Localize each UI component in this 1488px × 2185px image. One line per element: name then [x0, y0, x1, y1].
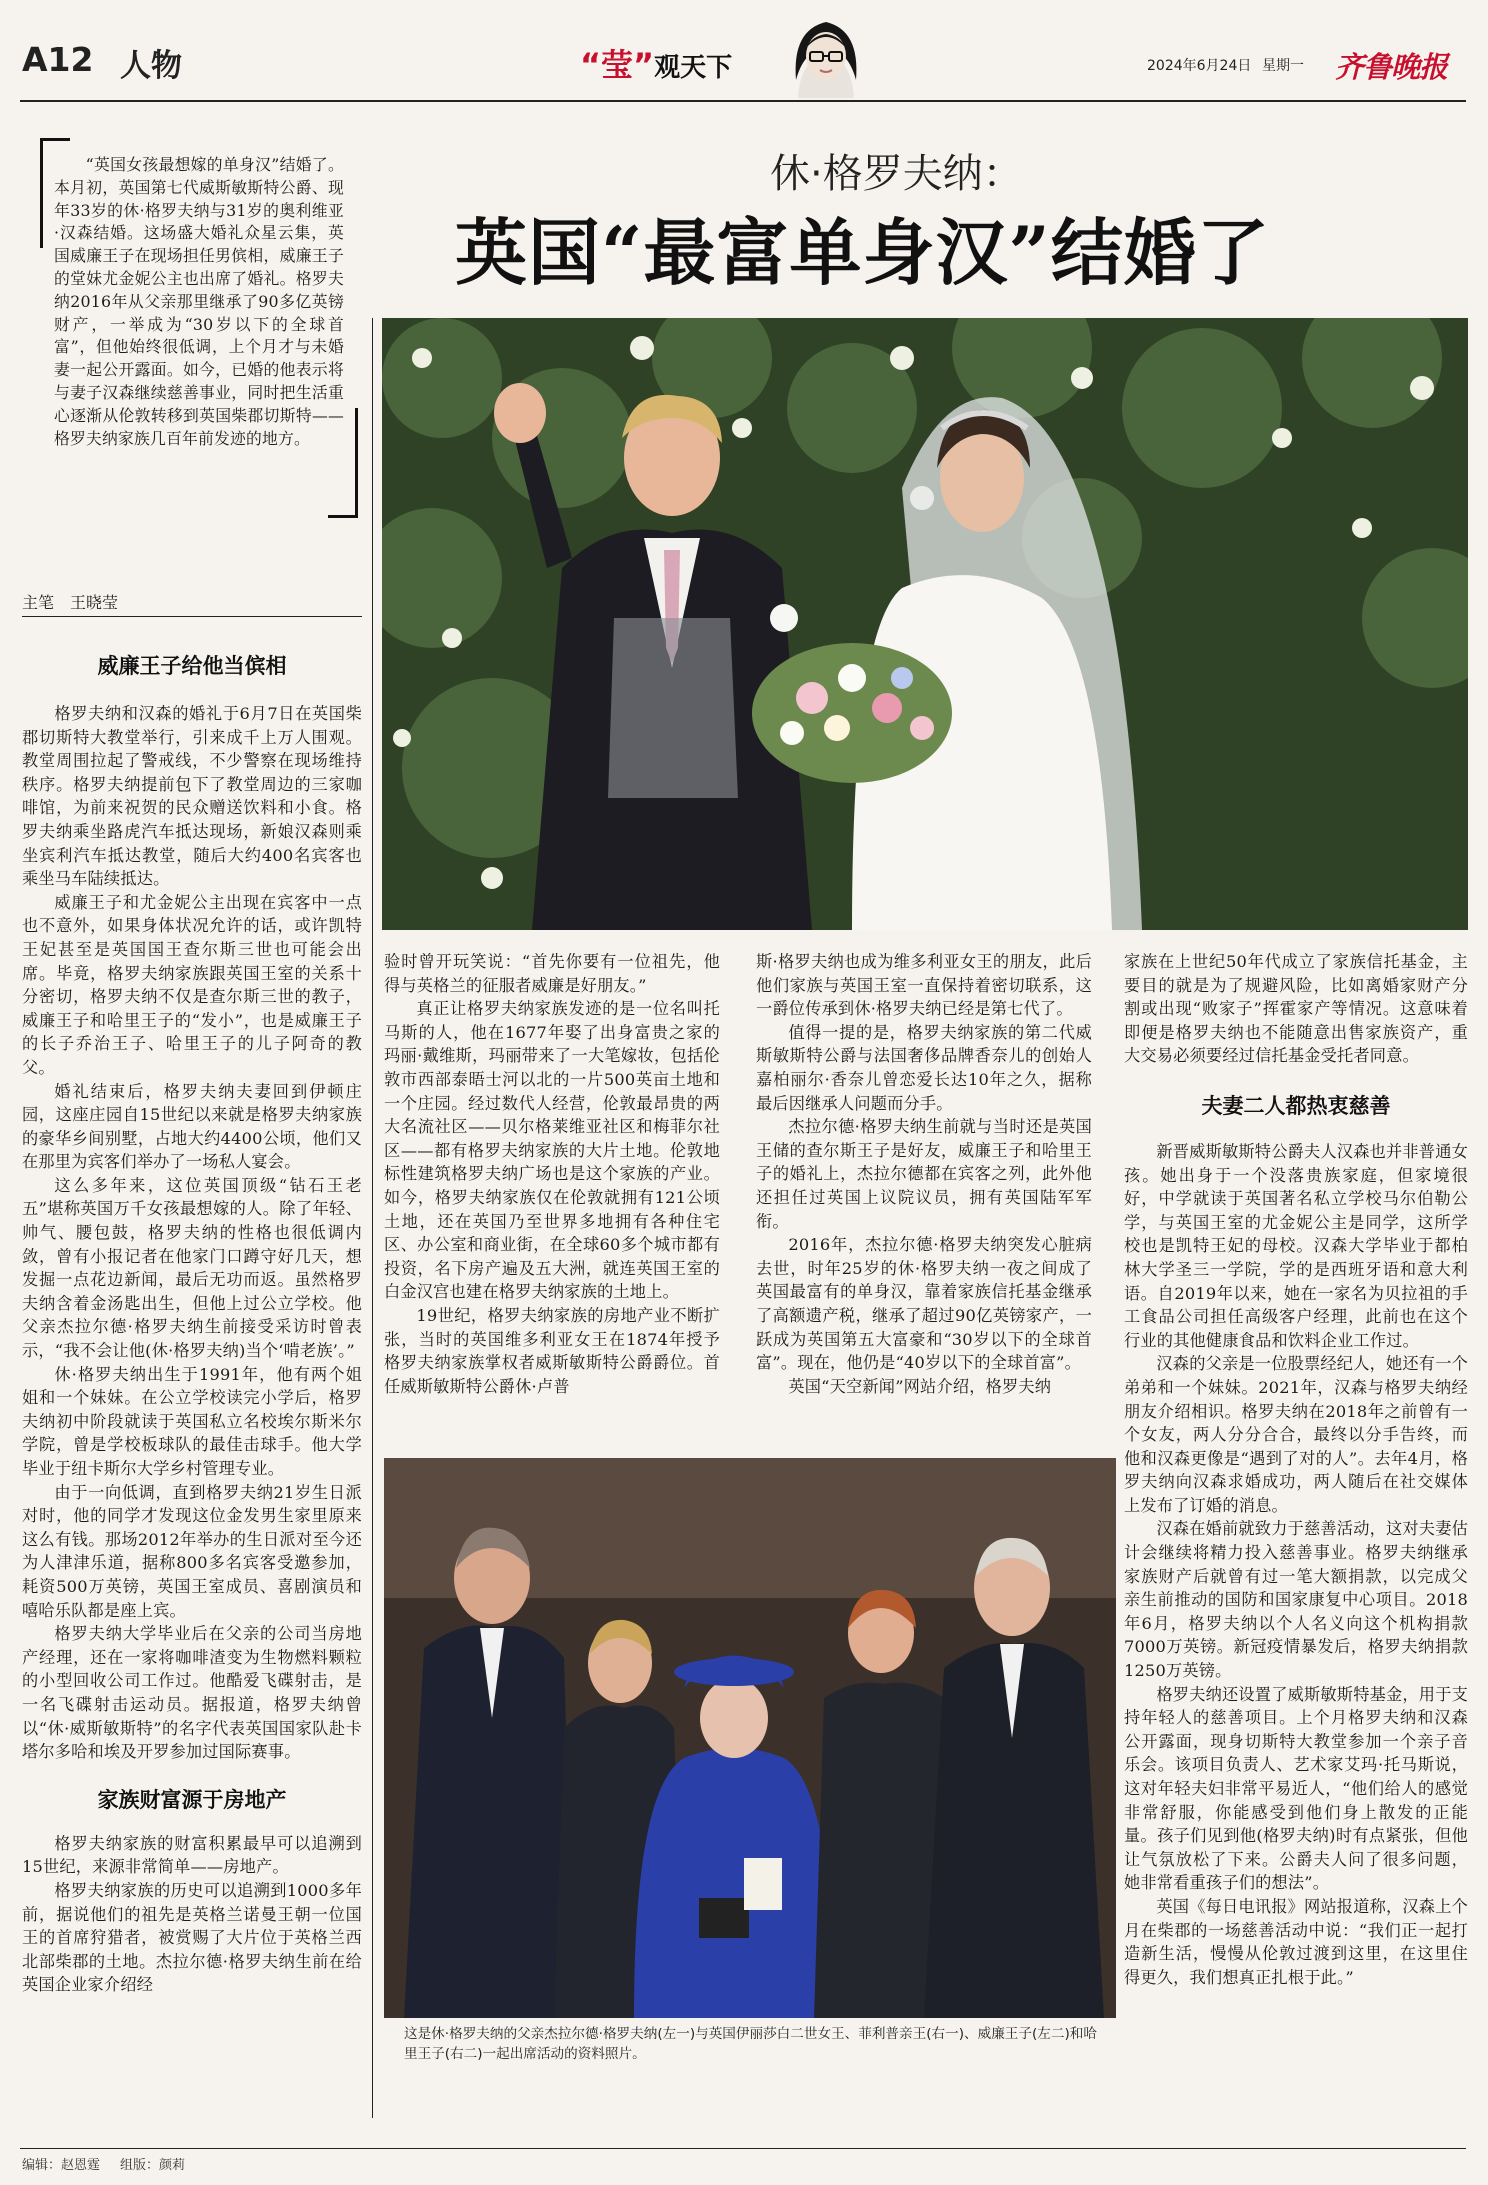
column-rule-1	[372, 318, 373, 2118]
lead-text: “英国女孩最想嫁的单身汉”结婚了。本月初，英国第七代威斯敏斯特公爵、现年33岁的休·格罗夫纳与31岁的奥利维亚·汉森结婚。这场盛大婚礼众星云集，英国威廉王子在现场担任男傧相，威廉王子的堂妹尤金妮公主也出席了婚礼。格罗夫纳2016年从父亲那里继承了90多亿英镑财产，一举成为“30岁以下的全球首富”，但他始终很低调，上个月才与未婚妻一起公开露面。如今，已婚的他表示将与妻子汉森继续慈善事业，同时把生活重心逐渐从伦敦转移到英国柴郡切斯特——格罗夫纳家族几百年前发迹的地方。	[54, 155, 344, 448]
column-3	[756, 950, 1092, 1398]
column-2	[384, 950, 720, 1398]
paragraph: 格罗夫纳家族的财富积累最早可以追溯到15世纪，来源非常简单——房地产。	[22, 1833, 362, 1877]
page-section: 人物	[120, 48, 182, 84]
photo-caption: 这是休·格罗夫纳的父亲杰拉尔德·格罗夫纳(左一)与英国伊丽莎白二世女王、菲利普亲王(右一)、威廉王子(左二)和哈里王子(右二)一起出席活动的资料照片。	[404, 2026, 1097, 2062]
paragraph: 格罗夫纳大学毕业后在父亲的公司当房地产经理，还在一家将咖啡渣变为生物燃料颗粒的小型回收公司工作过。他酷爱飞碟射击，是一名飞碟射击运动员。据报道，格罗夫纳曾以“休·威斯敏斯特”的名字代表英国国家队赴卡塔尔多哈和埃及开罗参加过国际赛事。	[22, 1624, 362, 1762]
column-1	[22, 650, 362, 1997]
lead-bracket-top	[40, 138, 70, 141]
column-4-body-a	[1124, 950, 1468, 1068]
subhead-family-wealth: 家族财富源于房地产	[97, 1787, 287, 1812]
footer-editor: 编辑：赵恩霆	[22, 2158, 101, 2173]
subhead-charity: 夫妻二人都热衷慈善	[1201, 1093, 1391, 1118]
subhead-prince-william: 威廉王子给他当傧相	[97, 654, 287, 678]
paragraph: 验时曾开玩笑说：“首先你要有一位祖先，他得与英格兰的征服者威廉是好朋友。”	[384, 952, 720, 995]
paragraph: 英国“天空新闻”网站介绍，格罗夫纳	[788, 1376, 1052, 1396]
lead-box	[40, 138, 358, 518]
column-1-body-a	[22, 702, 362, 1764]
headline-kicker: 休·格罗夫纳：	[770, 151, 1023, 197]
paragraph: 英国《每日电讯报》网站报道称，汉森上个月在柴郡的一场慈善活动中说：“我们正一起打造新生活，慢慢从伦敦过渡到这里，在这里住得更久，我们想真正扎根于此。”	[1124, 1896, 1468, 1987]
issue-weekday: 星期一	[1262, 58, 1304, 74]
paragraph: 汉森在婚前就致力于慈善活动，这对夫妻估计会继续将精力投入慈善事业。格罗夫纳继承家族财产后就曾有过一笔大额捐款，以完成父亲生前推动的国防和国家康复中心项目。2018年6月，格罗夫纳以个人名义向这个机构捐款7000万英镑。新冠疫情暴发后，格罗夫纳捐款1250万英镑。	[1124, 1519, 1468, 1681]
byline: 主笔 王晓莹	[22, 593, 119, 612]
paragraph: 威廉王子和尤金妮公主出现在宾客中一点也不意外，如果身体状况允许的话，或许凯特王妃甚至是英国国王查尔斯三世也可能会出席。毕竟，格罗夫纳家族跟英国王室的关系十分密切，格罗夫纳不仅是查尔斯三世的教子，威廉王子和哈里王子的“发小”，也是威廉王子的长子乔治王子、哈里王子的儿子阿奇的教父。	[22, 892, 362, 1077]
paragraph: 家族在上世纪50年代成立了家族信托基金，主要目的就是为了规避风险，比如离婚家财产分割或出现“败家子”挥霍家产等情况。这意味着即便是格罗夫纳也不能随意出售家族资产，重大交易必须要经过信托基金受托者同意。	[1124, 952, 1468, 1066]
lead-bracket-right	[355, 408, 358, 518]
paragraph: 格罗夫纳家族的历史可以追溯到1000多年前，据说他们的祖先是英格兰诺曼王朝一位国王的首席狩猎者，被赏赐了大片位于英格兰西北部柴郡的土地。杰拉尔德·格罗夫纳生前在给英国企业家介绍经	[22, 1880, 362, 1995]
paragraph: 真正让格罗夫纳家族发迹的是一位名叫托马斯的人，他在1677年娶了出身富贵之家的玛丽·戴维斯，玛丽带来了一大笔嫁妆，包括伦敦市西部泰晤士河以北的一片500英亩土地和一个庄园。经过数代人经营，伦敦最昂贵的两大名流社区——贝尔格莱维亚社区和梅菲尔社区——都有格罗夫纳家族的大片土地。伦敦地标性建筑格罗夫纳广场也是这个家族的产业。如今，格罗夫纳家族仅在伦敦就拥有121公顷土地，还在英国乃至世界多地拥有各种住宅区、办公室和商业街，在全球60多个城市都有投资，名下房产遍及五大洲，就连英国王室的白金汉宫也建在格罗夫纳家族的土地上。	[384, 999, 720, 1302]
header-rule	[20, 100, 1466, 102]
paragraph: 汉森的父亲是一位股票经纪人，她还有一个弟弟和一个妹妹。2021年，汉森与格罗夫纳经朋友介绍相识。格罗夫纳在2018年之前曾有一个女友，两人分分合合，最终以分手告终，而他和汉森更像是“遇到了对的人”。去年4月，格罗夫纳向汉森求婚成功，两人随后在社交媒体上发布了订婚的消息。	[1124, 1354, 1468, 1515]
paragraph: 休·格罗夫纳出生于1991年，他有两个姐姐和一个妹妹。在公立学校读完小学后，格罗夫纳初中阶段就读于英国私立名校埃尔斯米尔学院，曾是学校板球队的最佳击球手。他大学毕业于纽卡斯尔大学乡村管理专业。	[22, 1364, 362, 1478]
column-title-rest: 观天下	[654, 53, 733, 83]
page-number: A12	[22, 40, 94, 79]
paragraph: 这么多年来，这位英国顶级“钻石王老五”堪称英国万千女孩最想嫁的人。除了年轻、帅气、腰包鼓，格罗夫纳的性格也很低调内敛，曾有小报记者在他家门口蹲守好几天，想发掘一点花边新闻，最后无功而返。虽然格罗夫纳含着金汤匙出生，但他上过公立学校。他父亲杰拉尔德·格罗夫纳生前接受采访时曾表示，“我不会让他(休·格罗夫纳)当个‘啃老族’。”	[22, 1175, 362, 1361]
paper-logo: 齐鲁晚报	[1335, 50, 1448, 84]
column-1-body-b	[22, 1832, 362, 1997]
columnist-portrait	[780, 10, 872, 98]
paragraph: 婚礼结束后，格罗夫纳夫妻回到伊顿庄园，这座庄园自15世纪以来就是格罗夫纳家族的豪华乡间别墅，占地大约4400公顷，他们又在那里为宾客们举办了一场私人宴会。	[22, 1081, 362, 1172]
column-title	[580, 40, 732, 86]
lead-bracket-bottom	[328, 515, 358, 518]
lead-bracket-left	[40, 138, 43, 248]
column-4-body-b	[1124, 1140, 1468, 1989]
paragraph: 杰拉尔德·格罗夫纳生前就与当时还是英国王储的查尔斯王子是好友，威廉王子和哈里王子的婚礼上，杰拉尔德都在宾客之列，此外他还担任过英国上议院议员，拥有英国陆军军衔。	[756, 1117, 1092, 1231]
page-header	[0, 0, 1488, 100]
column-title-quote: “莹”	[580, 46, 655, 84]
headline-main: 英国“最富单身汉”结婚了	[455, 210, 1270, 295]
royal-family-photo	[384, 1458, 1116, 2018]
paragraph: 值得一提的是，格罗夫纳家族的第二代威斯敏斯特公爵与法国奢侈品牌香奈儿的创始人嘉柏丽尔·香奈儿曾恋爱长达10年之久，据称最后因继承人问题而分手。	[756, 1022, 1092, 1113]
footer-layout: 组版：颜莉	[120, 2158, 186, 2173]
paragraph: 2016年，杰拉尔德·格罗夫纳突发心脏病去世，时年25岁的休·格罗夫纳一夜之间成了英国最富有的单身汉，靠着家族信托基金继承了高额遗产税，继承了超过90亿英镑家产，一跃成为英国第五大富豪和“30岁以下的全球首富”。现在，他仍是“40岁以下的全球首富”。	[756, 1235, 1092, 1373]
column-4	[1124, 950, 1468, 1989]
byline-rule	[22, 616, 362, 617]
paragraph: 格罗夫纳和汉森的婚礼于6月7日在英国柴郡切斯特大教堂举行，引来成千上万人围观。教堂周围拉起了警戒线，不少警察在现场维持秩序。格罗夫纳提前包下了教堂周边的三家咖啡馆，为前来祝贺的民众赠送饮料和小食。格罗夫纳乘坐路虎汽车抵达现场，新娘汉森则乘坐宾利汽车抵达教堂，随后大约400名宾客也乘坐马车陆续抵达。	[22, 704, 362, 889]
paragraph: 由于一向低调，直到格罗夫纳21岁生日派对时，他的同学才发现这位金发男生家里原来这么有钱。那场2012年举办的生日派对至今还为人津津乐道，据称800多名宾客受邀参加，耗资500万英镑，英国王室成员、喜剧演员和嘻哈乐队都是座上宾。	[22, 1482, 362, 1620]
footer-rule	[20, 2148, 1466, 2149]
wedding-photo	[382, 318, 1468, 930]
paragraph: 新晋威斯敏斯特公爵夫人汉森也并非普通女孩。她出身于一个没落贵族家庭，但家境很好，中学就读于英国著名私立学校马尔伯勒公学，与英国王室的尤金妮公主是同学，这所学校也是凯特王妃的母校。汉森大学毕业于都柏林大学圣三一学院，学的是西班牙语和意大利语。自2019年以来，她在一家名为贝拉祖的手工食品公司担任高级客户经理，此前也在这个行业的其他健康食品和饮料企业工作过。	[1124, 1141, 1468, 1350]
paragraph: 19世纪，格罗夫纳家族的房地产业不断扩张，当时的英国维多利亚女王在1874年授予格罗夫纳家族掌权者威斯敏斯特公爵爵位。首任威斯敏斯特公爵休·卢普	[384, 1305, 720, 1396]
paragraph: 斯·格罗夫纳也成为维多利亚女王的朋友，此后他们家族与英国王室一直保持着密切联系，这一爵位传承到休·格罗夫纳已经是第七代了。	[756, 952, 1092, 1019]
issue-date: 2024年6月24日	[1147, 58, 1252, 74]
paragraph: 格罗夫纳还设置了威斯敏斯特基金，用于支持年轻人的慈善项目。上个月格罗夫纳和汉森公开露面，现身切斯特大教堂参加一个亲子音乐会。该项目负责人、艺术家艾玛·托马斯说，这对年轻夫妇非常平易近人，“他们给人的感觉非常舒服，你能感受到他们身上散发的正能量。孩子们见到他(格罗夫纳)时有点紧张，但他让气氛放松了下来。公爵夫人问了很多问题，她非常看重孩子们的想法”。	[1124, 1684, 1468, 1893]
